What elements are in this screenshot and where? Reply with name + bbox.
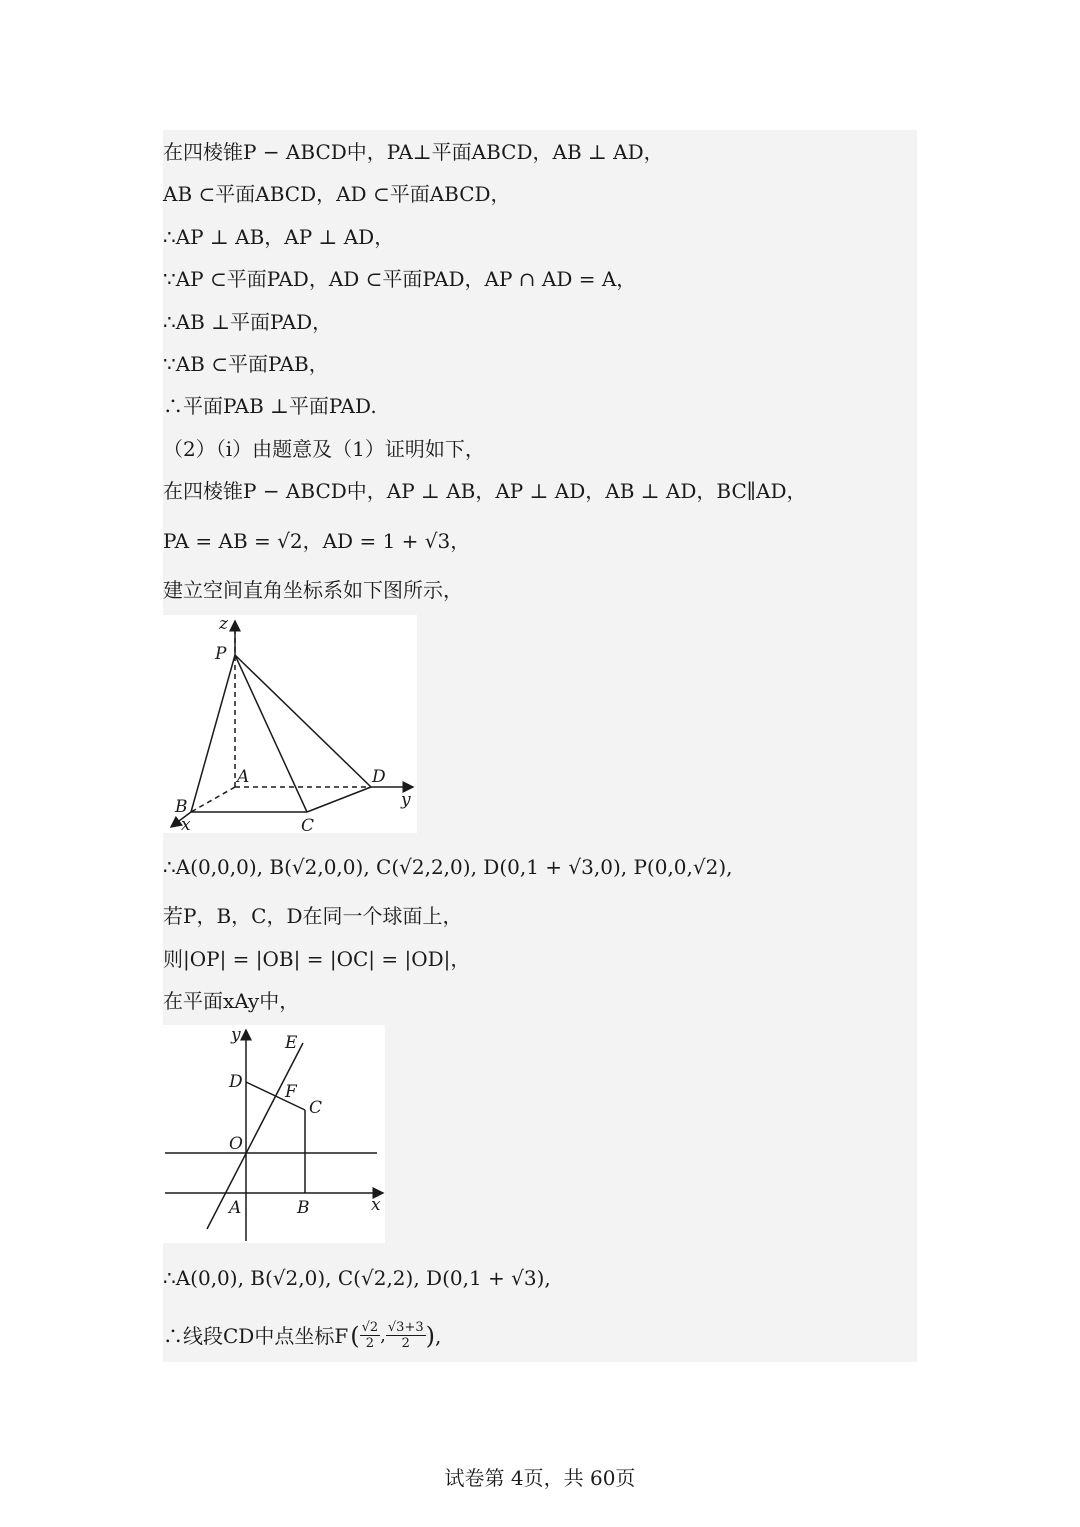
text-line-11: 建立空间直角坐标系如下图所示，	[163, 578, 463, 602]
edge-pc	[235, 655, 307, 812]
fraction-y-numerator: √3+3	[387, 1320, 424, 1335]
text-line-13: 若P，B，C，D在同一个球面上，	[163, 904, 463, 928]
text-line-7: ∴平面PAB ⊥平面PAD.	[163, 394, 377, 418]
paren-open: (	[350, 1321, 360, 1350]
label-b: B	[297, 1198, 310, 1218]
text-line-3: ∴AP ⊥ AB，AP ⊥ AD，	[163, 225, 395, 249]
fraction-y-denominator: 2	[401, 1336, 410, 1351]
text-line-2: AB ⊂平面ABCD，AD ⊂平面ABCD，	[163, 182, 511, 206]
label-x: x	[181, 815, 191, 833]
text-line-10: PA = AB = √2，AD = 1 + √3，	[163, 529, 471, 553]
text-line-12: ∴A(0,0,0), B(√2,0,0), C(√2,2,0), D(0,1 + √3,0), P(0,0,√2),	[163, 855, 733, 879]
edge-pd	[235, 655, 371, 787]
label-c: C	[301, 816, 315, 833]
label-c: C	[309, 1098, 323, 1118]
page-footer: 试卷第 4页，共 60页	[444, 1466, 636, 1490]
label-e: E	[285, 1033, 298, 1053]
fraction-x-numerator: √2	[361, 1320, 379, 1335]
plane-figure	[163, 1025, 385, 1243]
pyramid-figure	[163, 615, 417, 833]
text-line-17	[163, 1320, 441, 1351]
text-line-1: 在四棱锥P − ABCD中，PA⊥平面ABCD，AB ⊥ AD，	[163, 140, 664, 164]
midpoint-prefix: ∴线段CD中点坐标F	[163, 1323, 349, 1348]
text-line-5: ∴AB ⊥平面PAD，	[163, 310, 333, 334]
label-b: B	[175, 797, 188, 817]
paren-close: )	[425, 1321, 435, 1350]
label-a: A	[229, 1198, 242, 1218]
text-line-4: ∵AP ⊂平面PAD，AD ⊂平面PAD，AP ∩ AD = A，	[163, 267, 637, 291]
text-line-14: 则|OP| = |OB| = |OC| = |OD|，	[163, 947, 471, 971]
label-p: P	[215, 644, 227, 664]
line-ef	[207, 1043, 303, 1229]
label-f: F	[285, 1082, 297, 1102]
label-z: z	[219, 615, 228, 634]
text-line-16: ∴A(0,0), B(√2,0), C(√2,2), D(0,1 + √3),	[163, 1266, 551, 1290]
text-line-8: （2）（i）由题意及（1）证明如下，	[163, 437, 485, 461]
edge-pb	[191, 655, 235, 812]
fraction-x	[360, 1320, 381, 1351]
label-d: D	[229, 1072, 243, 1092]
label-y: y	[401, 790, 411, 810]
text-line-9: 在四棱锥P − ABCD中，AP ⊥ AB，AP ⊥ AD，AB ⊥ AD，BC∥AD，	[163, 479, 807, 503]
text-line-15: 在平面xAy中，	[163, 989, 300, 1013]
text-line-6: ∵AB ⊂平面PAB，	[163, 352, 329, 376]
midpoint-tail: ,	[434, 1323, 442, 1348]
label-d: D	[372, 767, 386, 787]
label-y: y	[231, 1025, 241, 1045]
label-x: x	[371, 1195, 381, 1215]
edge-cd	[307, 787, 371, 812]
label-a: A	[237, 767, 250, 787]
comma-sep: ,	[380, 1324, 386, 1346]
fraction-y	[386, 1320, 426, 1351]
label-o: O	[229, 1134, 243, 1154]
fraction-x-denominator: 2	[365, 1336, 375, 1351]
